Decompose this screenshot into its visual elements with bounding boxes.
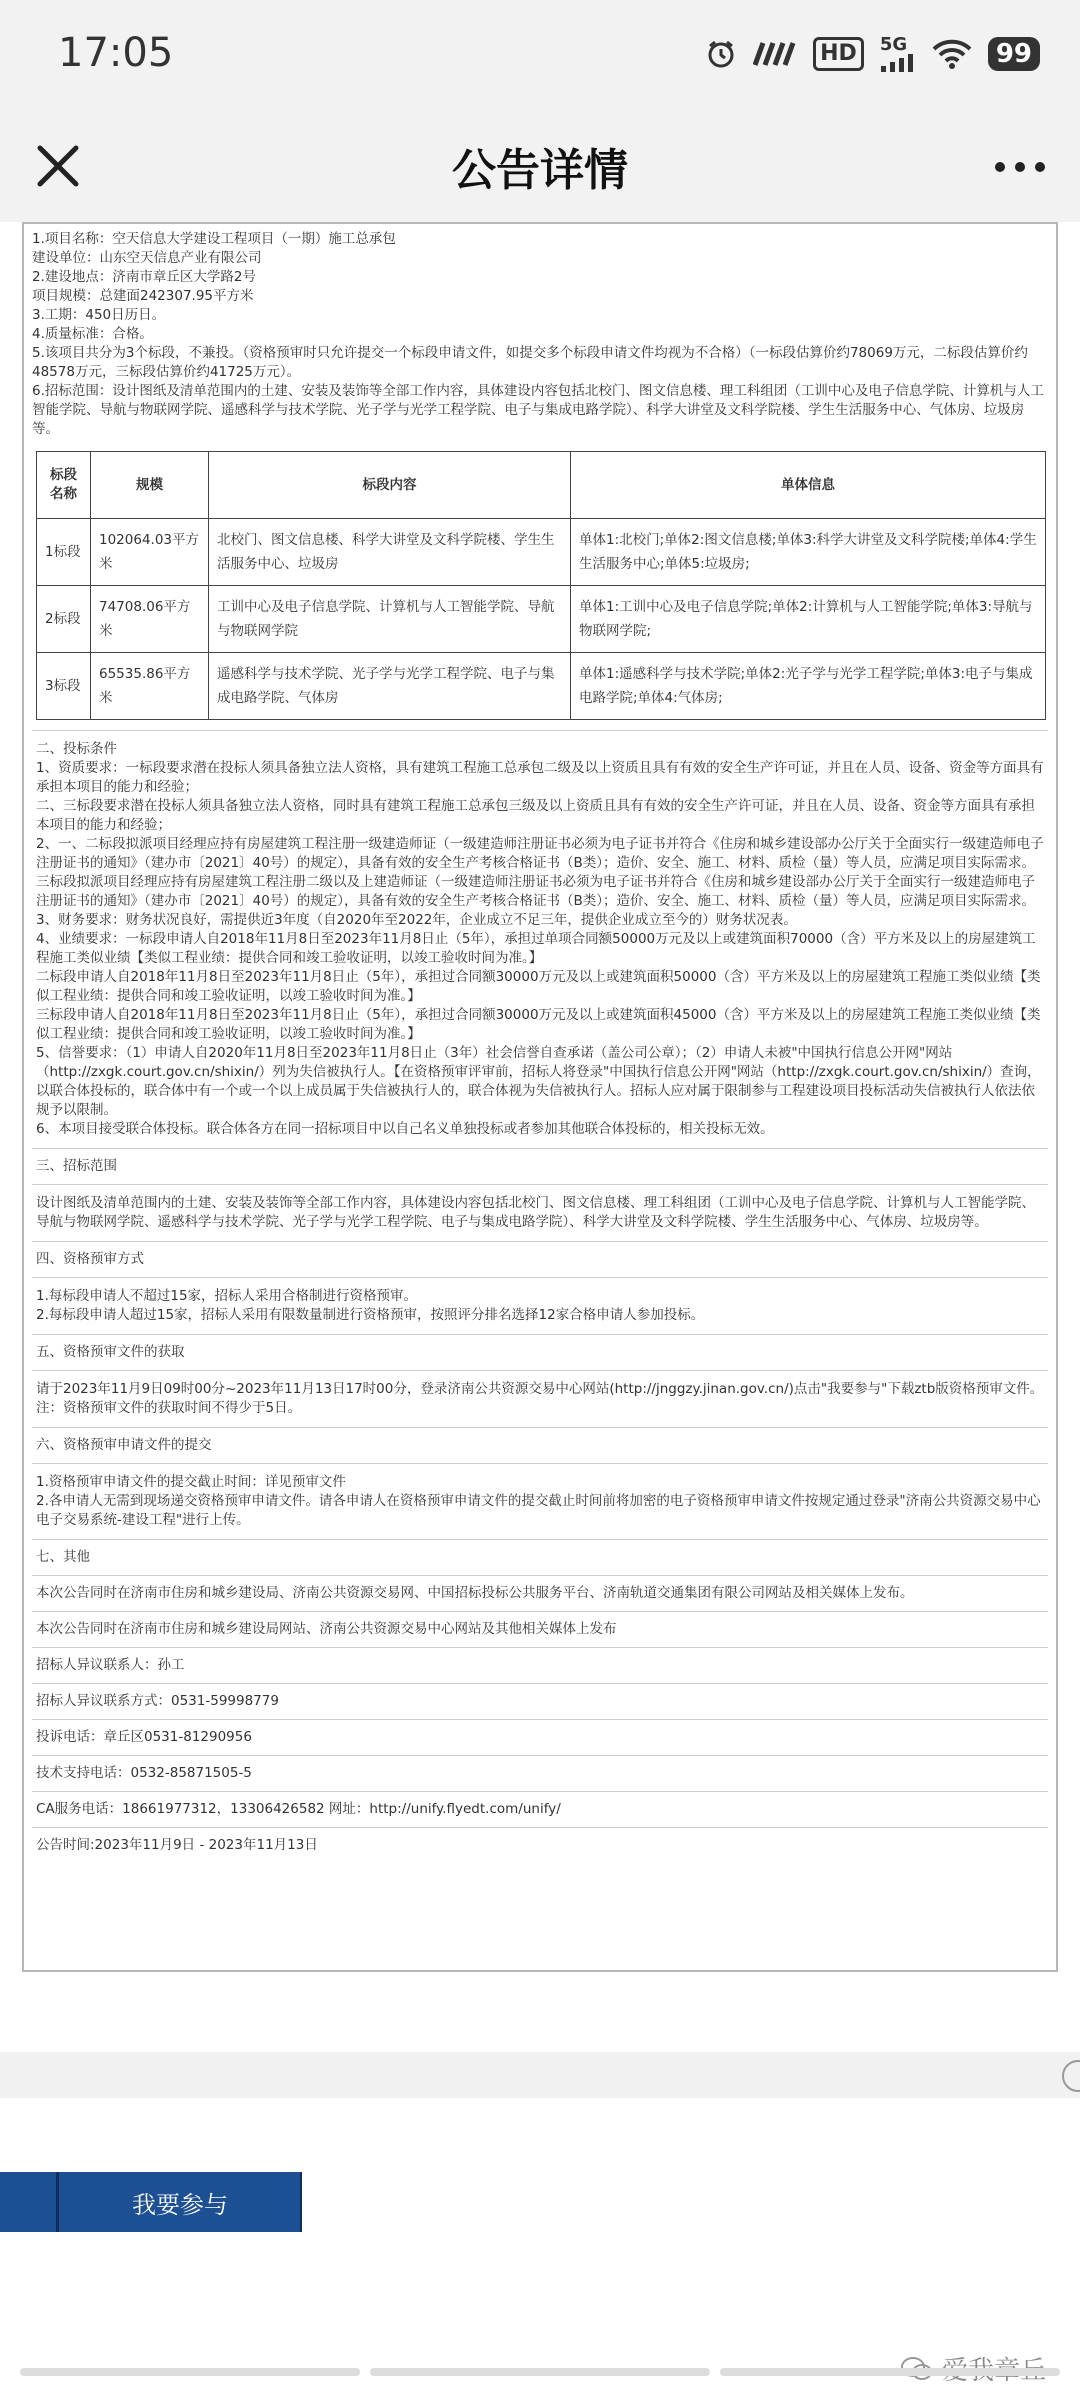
bottom-tab [720,2368,1060,2376]
more-dots-icon [990,142,1050,192]
bottom-tab [370,2368,710,2376]
cell-lot-content: 遥感科学与技术学院、光子学与光学工程学院、电子与集成电路学院、气体房 [209,653,571,720]
cell-scale: 65535.86平方米 [91,653,209,720]
bottom-tab [20,2368,360,2376]
prequal-docs-title: 五、资格预审文件的获取 [32,1334,1048,1370]
header-lot-name: 标段名称 [37,452,91,519]
intro-line: 3.工期：450日历日。 [32,307,166,323]
complaint-phone: 投诉电话：章丘区0531-81290956 [32,1719,1048,1755]
cell-unit-info: 单体1:工训中心及电子信息学院;单体2:计算机与人工智能学院;单体3:导航与物联网学院; [571,586,1046,653]
cell-scale: 102064.03平方米 [91,519,209,586]
hd-icon: HD [813,37,864,71]
table-row [37,519,1046,586]
header-scale: 规模 [91,452,209,519]
intro-line: 1.项目名称：空天信息大学建设工程项目（一期）施工总承包 [32,231,396,247]
section-title: 二、投标条件 [36,741,117,757]
intro-line: 建设单位：山东空天信息产业有限公司 [32,250,262,266]
condition-line: 4、业绩要求：一标段申请人自2018年11月8日至2023年11月8日止（5年），承担过单项合同额50000万元及以上或建筑面积70000（含）平方米及以上的房屋建筑工程施工类似业绩【类似工程业绩：提供合同和竣工验收证明，以竣工验收时间为准。】 [36,931,1036,966]
cell-lot-name: 3标段 [37,653,91,720]
objection-phone: 招标人异议联系方式：0531-59998779 [32,1683,1048,1719]
announcement-content [22,222,1058,1972]
cell-unit-info: 单体1:遥感科学与技术学院;单体2:光子学与光学工程学院;单体3:电子与集成电路学院;单体4:气体房; [571,653,1046,720]
nav-bar [0,112,1080,222]
status-bar [0,0,1080,112]
status-icons [705,36,1040,72]
prequal-method-line: 1.每标段申请人不超过15家，招标人采用合格制进行资格预审。 [36,1288,418,1304]
alarm-icon [705,38,737,70]
cell-scale: 74708.06平方米 [91,586,209,653]
objection-contact: 招标人异议联系人：孙工 [32,1647,1048,1683]
condition-line: 2、一、二标段拟派项目经理应持有房屋建筑工程注册一级建造师证（一级建造师注册证书必须为电子证书并符合《住房和城乡建设部办公厅关于全面实行一级建造师电子注册证书的通知》（建办市〔2021〕40号）的规定），具备有效的安全生产考核合格证书（B类）；造价、安全、施工、材料、质检（量）等人员，应满足项目实际需求。 [36,836,1044,871]
status-time: 17:05 [58,30,174,76]
other-row: 本次公告同时在济南市住房和城乡建设局、济南公共资源交易网、中国招标投标公共服务平台、济南轨道交通集团有限公司网站及相关媒体上发布。 [32,1575,1048,1611]
condition-line: 3、财务要求：财务状况良好，需提供近3年度（自2020年至2022年，企业成立不足三年，提供企业成立至今的）财务状况表。 [36,912,797,928]
tech-support-phone: 技术支持电话：0532-85871505-5 [32,1755,1048,1791]
gray-divider-band [0,2052,1080,2098]
bottom-gesture-bar [0,2368,1080,2376]
table-row [37,586,1046,653]
table-row [37,653,1046,720]
intro-line: 项目规模：总建面242307.95平方米 [32,288,254,304]
cell-lot-name: 2标段 [37,586,91,653]
intro-line: 6.招标范围：设计图纸及清单范围内的土建、安装及装饰等全部工作内容，具体建设内容包括北校门、图文信息楼、理工科组团（工训中心及电子信息学院、计算机与人工智能学院、导航与物联网学院、遥感科学与技术学院、光子学与光学工程学院、电子与集成电路学院）、科学大讲堂及文科学院楼、学生生活服务中心、气体房、垃圾房等。 [32,383,1044,437]
cell-lot-content: 北校门、图文信息楼、科学大讲堂及文科学院楼、学生生活服务中心、垃圾房 [209,519,571,586]
submission-body [32,1463,1048,1539]
prequal-docs-line: 注：资格预审文件的获取时间不得少于5日。 [36,1400,302,1416]
table-header-row [37,452,1046,519]
submission-title: 六、资格预审申请文件的提交 [32,1427,1048,1463]
prequal-docs-line: 请于2023年11月9日09时00分~2023年11月13日17时00分，登录济南公共资源交易中心网站(http://jnggzy.jinan.gov.cn/)点击"我要参与"下载ztb版资格预审文件。 [36,1381,1044,1397]
cellular-5g-icon [880,36,916,72]
intro-line: 4.质量标准：合格。 [32,326,153,342]
lots-table [36,451,1046,720]
scope-section-title: 三、招标范围 [32,1148,1048,1184]
submission-line: 2.各申请人无需到现场递交资格预审申请文件。请各申请人在资格预审申请文件的提交截止时间前将加密的电子资格预审申请文件按规定通过登录"济南公共资源交易中心电子交易系统-建设工程"进行上传。 [36,1493,1041,1528]
condition-line: 6、本项目接受联合体投标。联合体各方在同一招标项目中以自己名义单独投标或者参加其他联合体投标的，相关投标无效。 [36,1121,774,1137]
condition-line: 三标段拟派项目经理应持有房屋建筑工程注册二级以及上建造师证（一级建造师注册证书必须为电子证书并符合《住房和城乡建设部办公厅关于全面实行一级建造师电子注册证书的通知》（建办市〔2021〕40号）的规定），具备有效的安全生产考核合格证书（B类）；造价、安全、施工、材料、质检（量）等人员，应满足项目实际需求。 [36,874,1036,909]
other-row: 本次公告同时在济南市住房和城乡建设局网站、济南公共资源交易中心网站及其他相关媒体上发布 [32,1611,1048,1647]
prequal-method-line: 2.每标段申请人超过15家，招标人采用有限数量制进行资格预审，按照评分排名选择12家合格申请人参加投标。 [36,1307,705,1323]
intro-line: 5.该项目共分为3个标段，不兼投。（资格预审时只允许提交一个标段申请文件，如提交多个标段申请文件均视为不合格）（一标段估算价约78069万元，二标段估算价约48578万元，三标段估算价约41725万元）。 [32,345,1028,380]
button-separator [56,2172,59,2232]
more-options-button[interactable] [990,142,1050,192]
cell-lot-name: 1标段 [37,519,91,586]
join-button-label: 我要参与 [132,2190,228,2219]
bid-conditions-section [32,730,1048,1148]
prequal-method-body [32,1277,1048,1334]
signal-bars-icon [753,41,797,67]
other-title: 七、其他 [32,1539,1048,1575]
network-type: 5G [879,34,908,55]
battery-icon: 99 [988,37,1040,71]
page-title: 公告详情 [452,145,628,196]
header-lot-content: 标段内容 [209,452,571,519]
submission-line: 1.资格预审申请文件的提交截止时间：详见预审文件 [36,1474,346,1490]
ca-service-phone: CA服务电话：18661977312，13306426582 网址：http://unify.flyedt.com/unify/ [32,1791,1048,1827]
project-intro [32,230,1048,439]
condition-line: 二标段申请人自2018年11月8日至2023年11月8日止（5年），承担过合同额30000万元及以上或建筑面积50000（含）平方米及以上的房屋建筑工程施工类似业绩【类似工程业绩：提供合同和竣工验收证明，以竣工验收时间为准。】 [36,969,1041,1004]
wifi-icon [932,39,972,69]
intro-line: 2.建设地点：济南市章丘区大学路2号 [32,269,256,285]
prequal-docs-body [32,1370,1048,1427]
scope-section-text: 设计图纸及清单范围内的土建、安装及装饰等全部工作内容，具体建设内容包括北校门、图文信息楼、理工科组团（工训中心及电子信息学院、计算机与人工智能学院、导航与物联网学院、遥感科学与技术学院、光子学与光学工程学院、电子与集成电路学院）、科学大讲堂及文科学院楼、学生生活服务中心、气体房、垃圾房等。 [32,1184,1048,1241]
prequal-method-title: 四、资格预审方式 [32,1241,1048,1277]
announcement-period: 公告时间:2023年11月9日 - 2023年11月13日 [32,1827,1048,1863]
cell-unit-info: 单体1:北校门;单体2:图文信息楼;单体3:科学大讲堂及文科学院楼;单体4:学生生活服务中心;单体5:垃圾房; [571,519,1046,586]
join-button[interactable] [0,2172,302,2232]
header-unit-info: 单体信息 [571,452,1046,519]
condition-line: 二、三标段要求潜在投标人须具备独立法人资格，同时具有建筑工程施工总承包三级及以上资质且具有有效的安全生产许可证，并且在人员、设备、资金等方面具有承担本项目的能力和经验； [36,798,1035,833]
condition-line: 5、信誉要求：（1）申请人自2020年11月8日至2023年11月8日止（3年）社会信誉自查承诺（盖公司公章）；（2）申请人未被"中国执行信息公开网"网站（http://zxgk.court.gov.cn/shixin/）列为失信被执行人。【在资格预审评审前，招标人将登录"中国执行信息公开网"网站（http://zxgk.court.gov.cn/shixin/）查询，以联合体投标的，联合体中有一个或一个以上成员属于失信被执行人的，联合体视为失信被执行人。招标人应对属于限制参与工程建设项目投标活动失信被执行人依法依规予以限制。 [36,1045,1041,1118]
cell-lot-content: 工训中心及电子信息学院、计算机与人工智能学院、导航与物联网学院 [209,586,571,653]
condition-line: 1、资质要求：一标段要求潜在投标人须具备独立法人资格，具有建筑工程施工总承包二级及以上资质且具有有效的安全生产许可证，并且在人员、设备、资金等方面具有承担本项目的能力和经验； [36,760,1044,795]
condition-line: 三标段申请人自2018年11月8日至2023年11月8日止（5年），承担过合同额30000万元及以上或建筑面积45000（含）平方米及以上的房屋建筑工程施工类似业绩【类似工程业绩：提供合同和竣工验收证明，以竣工验收时间为准。】 [36,1007,1041,1042]
